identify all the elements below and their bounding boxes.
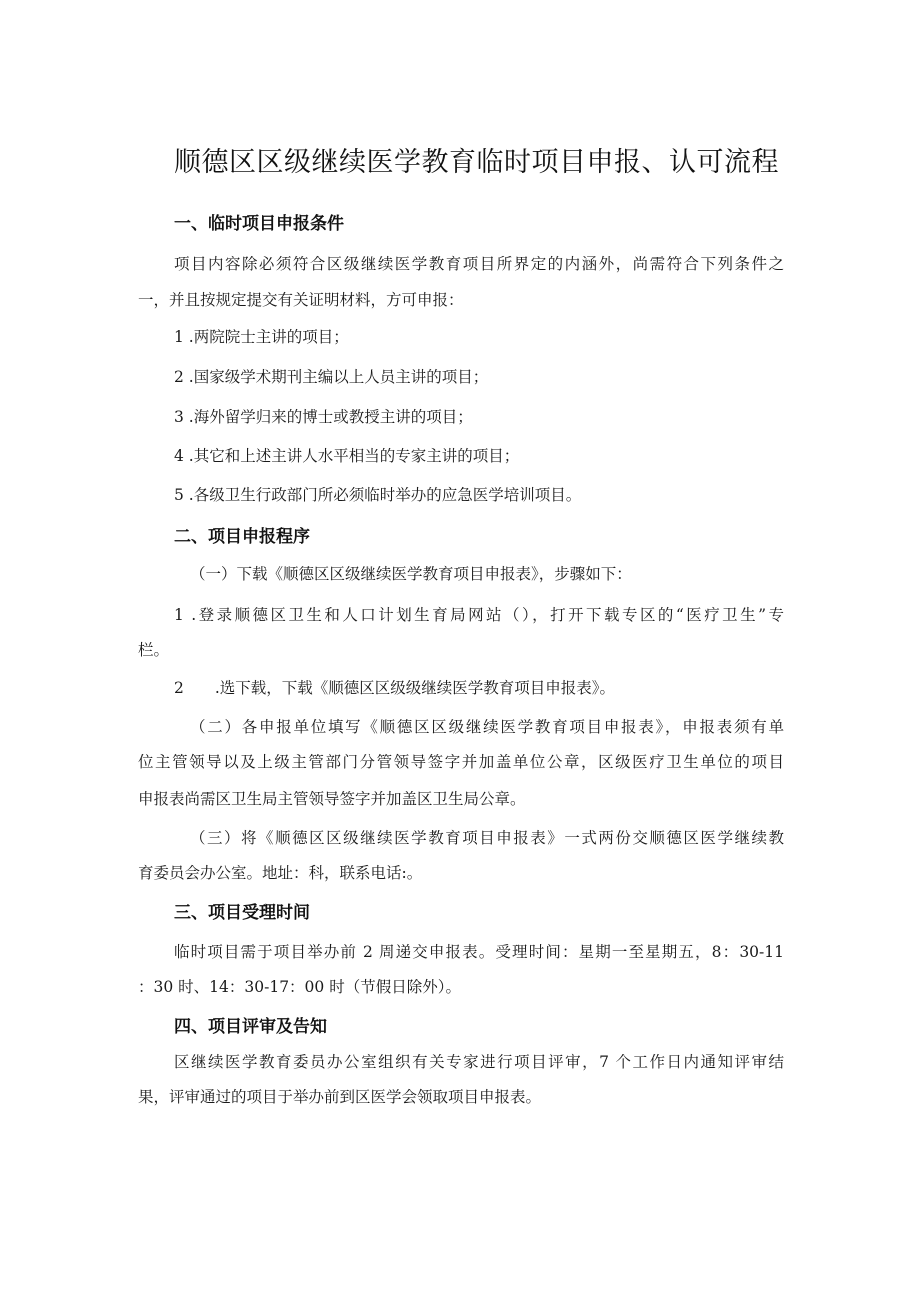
section-heading-acceptance-time: 三、项目受理时间 bbox=[174, 903, 310, 923]
section-heading-procedure: 二、项目申报程序 bbox=[174, 527, 310, 547]
conditions-intro-line-1: 项目内容除必须符合区级继续医学教育项目所界定的内涵外，尚需符合下列条件之 bbox=[174, 255, 784, 273]
review-line-1: 区继续医学教育委员办公室组织有关专家进行项目评审，7 个工作日内通知评审结 bbox=[174, 1053, 784, 1071]
section-heading-review: 四、项目评审及告知 bbox=[174, 1017, 327, 1037]
procedure-step-fill-line-3: 申报表尚需区卫生局主管领导签字并加盖区卫生局公章。 bbox=[138, 790, 526, 808]
procedure-substep-1-line-1: 1 .登录顺德区卫生和人口计划生育局网站（），打开下载专区的“医疗卫生”专 bbox=[174, 606, 784, 624]
condition-item: 4 .其它和上述主讲人水平相当的专家主讲的项目； bbox=[174, 447, 520, 465]
procedure-step-submit-line-1: （三）将《顺德区区级继续医学教育项目申报表》一式两份交顺德区医学继续教 bbox=[190, 829, 784, 847]
procedure-step-fill-line-2: 位主管领导以及上级主管部门分管领导签字并加盖单位公章，区级医疗卫生单位的项目 bbox=[138, 753, 784, 771]
condition-item: 5 .各级卫生行政部门所必须临时举办的应急医学培训项目。 bbox=[174, 486, 582, 504]
procedure-substep-2: 2 .选下载，下载《顺德区区级级继续医学教育项目申报表》。 bbox=[174, 679, 616, 697]
review-line-2: 果，评审通过的项目于举办前到区医学会领取项目申报表。 bbox=[138, 1088, 542, 1106]
page-title: 顺德区区级继续医学教育临时项目申报、认可流程 bbox=[174, 147, 779, 178]
conditions-intro-line-2: 一，并且按规定提交有关证明材料，方可申报： bbox=[138, 291, 464, 309]
acceptance-time-line-1: 临时项目需于项目举办前 2 周递交申报表。受理时间：星期一至星期五，8：30-11 bbox=[174, 943, 784, 961]
procedure-step-fill-line-1: （二）各申报单位填写《顺德区区级继续医学教育项目申报表》，申报表须有单 bbox=[190, 718, 784, 736]
procedure-step-submit-line-2: 育委员会办公室。地址：科，联系电话:。 bbox=[138, 864, 423, 882]
condition-item: 3 .海外留学归来的博士或教授主讲的项目； bbox=[174, 408, 473, 426]
procedure-substep-1-line-2: 栏。 bbox=[138, 641, 170, 659]
condition-item: 2 .国家级学术期刊主编以上人员主讲的项目； bbox=[174, 368, 489, 386]
section-heading-conditions: 一、临时项目申报条件 bbox=[174, 214, 344, 234]
condition-item: 1 .两院院士主讲的项目； bbox=[174, 328, 349, 346]
acceptance-time-line-2: ：30 时、14：30-17：00 时（节假日除外）。 bbox=[138, 978, 461, 996]
procedure-step-download: （一）下载《顺德区区级继续医学教育项目申报表》，步骤如下： bbox=[190, 565, 632, 583]
